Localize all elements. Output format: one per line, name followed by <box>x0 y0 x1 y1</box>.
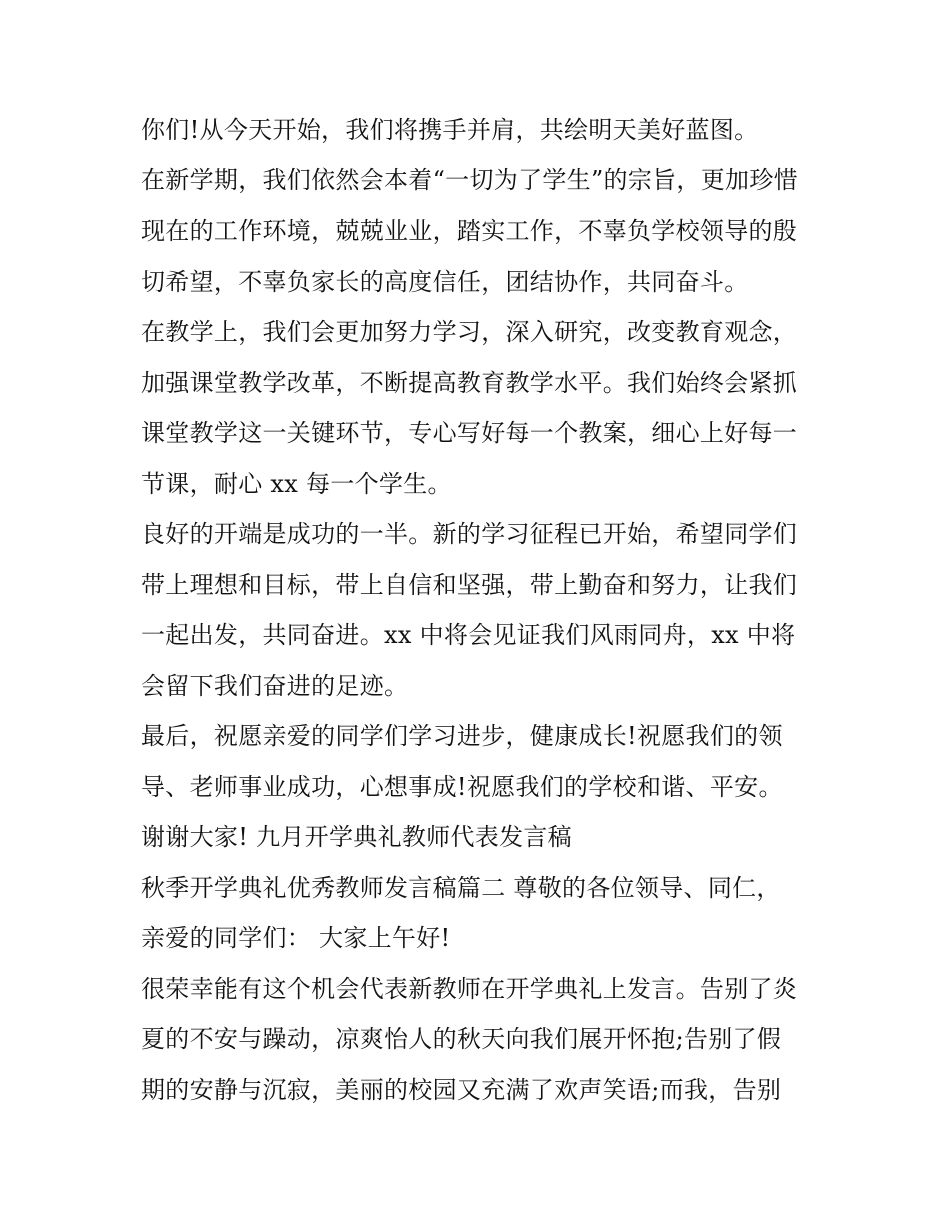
text-line: 课堂教学这一关键环节，专心写好每一个教案，细心上好每一 <box>141 419 798 447</box>
text-line: 切希望，不辜负家长的高度信任，团结协作，共同奋斗。 <box>141 268 749 296</box>
text-line: 导、老师事业成功，心想事成!祝愿我们的学校和谐、平安。 <box>141 773 783 801</box>
text-line: 秋季开学典礼优秀教师发言稿篇二 尊敬的各位领导、同仁， <box>141 874 781 902</box>
text-line: 夏的不安与躁动，凉爽怡人的秋天向我们展开怀抱;告别了假 <box>141 1025 782 1053</box>
text-line: 在新学期，我们依然会本着“一切为了学生”的宗旨，更加珍惜 <box>141 166 798 194</box>
text-line: 节课，耐心 xx 每一个学生。 <box>141 470 452 498</box>
text-line: 一起出发，共同奋进。xx 中将会见证我们风雨同舟，xx 中将 <box>141 621 796 649</box>
text-line: 很荣幸能有这个机会代表新教师在开学典礼上发言。告别了炎 <box>141 975 798 1003</box>
text-line: 良好的开端是成功的一半。新的学习征程已开始，希望同学们 <box>141 520 798 548</box>
text-line: 加强课堂教学改革，不断提高教育教学水平。我们始终会紧抓 <box>141 369 798 397</box>
text-line: 谢谢大家! 九月开学典礼教师代表发言稿 <box>141 823 572 851</box>
text-line: 最后，祝愿亲爱的同学们学习进步，健康成长!祝愿我们的领 <box>141 722 783 750</box>
text-line: 期的安静与沉寂，美丽的校园又充满了欢声笑语;而我，告别 <box>141 1076 782 1104</box>
text-line: 亲爱的同学们： 大家上午好! <box>141 924 451 952</box>
text-line: 你们!从今天开始，我们将携手并肩，共绘明天美好蓝图。 <box>141 116 759 144</box>
text-line: 会留下我们奋进的足迹。 <box>141 672 409 700</box>
text-line: 在教学上，我们会更加努力学习，深入研究，改变教育观念， <box>141 318 798 346</box>
text-line: 带上理想和目标，带上自信和坚强，带上勤奋和努力，让我们 <box>141 571 798 599</box>
text-line: 现在的工作环境，兢兢业业，踏实工作，不辜负学校领导的殷 <box>141 217 798 245</box>
